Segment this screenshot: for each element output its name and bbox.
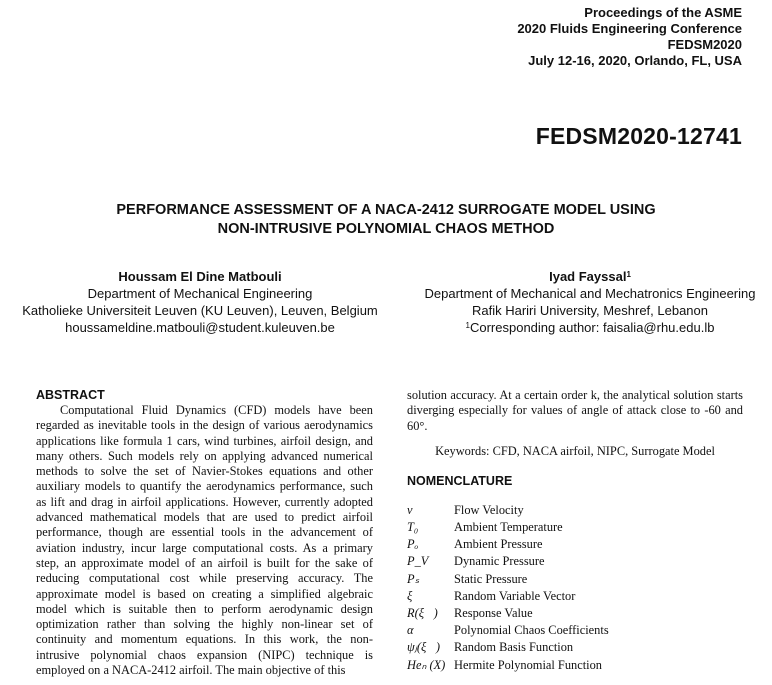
nomenclature-definition: Polynomial Chaos Coefficients <box>454 623 609 638</box>
contact-superscript: 1 <box>465 321 470 330</box>
nomenclature-item <box>407 571 743 588</box>
keywords: Keywords: CFD, NACA airfoil, NIPC, Surrogate Model <box>435 443 715 458</box>
author-name-line <box>390 268 772 285</box>
nomenclature-definition: Flow Velocity <box>454 502 524 517</box>
nomenclature-item <box>407 536 743 553</box>
nomenclature-definition: Ambient Temperature <box>454 520 563 535</box>
proceedings-line: FEDSM2020 <box>667 37 742 52</box>
nomenclature-definition: Random Variable Vector <box>454 588 576 603</box>
abstract-text: Computational Fluid Dynamics (CFD) models have been regarded as inevitable tools in the design of various aerodynamics applications like formula 1 cars, wind turbines, airfoil design, and many others. Such models rely on applying advanced numerical methods to solve the set of Navier-Stokes equations and other auxiliary models to quantify the aerodynamics performance, such as lift and drag in airfoil applications. However, currently adopted advanced mathematical models that are used to predict airfoil performance, though are essential tools in the advancement of aviation industry, incur large computational costs. As a primary step, an approximate model of an airfoil is built for the sake of reducing computational cost while preserving accuracy. The approximate model is based on creating a simplified algebraic model which is suitable then to perform aerodynamic design optimization rather than solving the highly non-linear set of continuity and momentum equations. In this work, the non-intrusive polynomial chaos expansion (NIPC) technique is employed on a NACA-2412 airfoil. The main objective of this <box>36 403 373 678</box>
nomenclature-symbol: v <box>407 502 413 517</box>
nomenclature-definition: Response Value <box>454 606 533 621</box>
nomenclature-symbol: Heₙ (X) <box>407 657 446 672</box>
proceedings-line: July 12-16, 2020, Orlando, FL, USA <box>528 53 742 68</box>
abstract-continuation: solution accuracy. At a certain order k, the analytical solution starts diverging especially for values of angle of attack close to -60 and 60°. <box>407 388 743 433</box>
abstract-section <box>36 388 373 678</box>
nomenclature-item <box>407 502 743 519</box>
author-affiliation: Katholieke Universiteit Leuven (KU Leuven), Leuven, Belgium <box>22 303 378 318</box>
proceedings-line: Proceedings of the ASME <box>584 5 742 20</box>
title-line: PERFORMANCE ASSESSMENT OF A NACA-2412 SURROGATE MODEL USING <box>116 202 656 218</box>
author-department: Department of Mechanical Engineering <box>87 286 313 301</box>
nomenclature-symbol: R(ξ⃗) <box>407 606 438 621</box>
nomenclature-item <box>407 622 743 639</box>
nomenclature-list <box>407 502 743 674</box>
nomenclature-item <box>407 639 743 656</box>
proceedings-line: 2020 Fluids Engineering Conference <box>517 21 742 36</box>
nomenclature-item <box>407 519 743 536</box>
nomenclature-item <box>407 657 743 674</box>
right-column <box>407 388 743 674</box>
author-department: Department of Mechanical and Mechatronics Engineering <box>424 286 756 301</box>
title-line: NON-INTRUSIVE POLYNOMIAL CHAOS METHOD <box>217 221 555 237</box>
nomenclature-definition: Hermite Polynomial Function <box>454 657 602 672</box>
nomenclature-item <box>407 553 743 570</box>
nomenclature-definition: Ambient Pressure <box>454 537 543 552</box>
nomenclature-definition: Random Basis Function <box>454 640 574 655</box>
author-name: Iyad Fayssal <box>549 269 627 284</box>
nomenclature-symbol: Pₛ <box>407 571 420 586</box>
author-block <box>390 268 772 336</box>
nomenclature-symbol: Pₒ <box>407 537 419 552</box>
abstract-heading: ABSTRACT <box>36 388 105 402</box>
author-name: Houssam El Dine Matbouli <box>118 269 282 284</box>
author-superscript: 1 <box>626 270 631 279</box>
nomenclature-heading: NOMENCLATURE <box>407 473 513 488</box>
nomenclature-definition: Static Pressure <box>454 571 528 586</box>
author-email: houssameldine.matbouli@student.kuleuven.be <box>65 320 335 335</box>
nomenclature-symbol: ψⱼ(ξ⃗) <box>407 640 441 655</box>
paper-title <box>0 201 772 239</box>
nomenclature-definition: Dynamic Pressure <box>454 554 545 569</box>
author-email: Corresponding author: faisalia@rhu.edu.lb <box>469 320 715 335</box>
author-block <box>0 268 400 336</box>
author-affiliation: Rafik Hariri University, Meshref, Lebanon <box>471 303 708 318</box>
nomenclature-symbol: T₀ <box>407 520 419 535</box>
author-contact-line <box>390 319 772 336</box>
nomenclature-symbol: ξ⃗ <box>407 588 422 603</box>
proceedings-header <box>517 5 742 69</box>
nomenclature-symbol: P_V <box>407 554 429 569</box>
nomenclature-symbol: α <box>407 623 414 638</box>
nomenclature-item <box>407 605 743 622</box>
nomenclature-item <box>407 588 743 605</box>
paper-id: FEDSM2020-12741 <box>535 123 742 149</box>
